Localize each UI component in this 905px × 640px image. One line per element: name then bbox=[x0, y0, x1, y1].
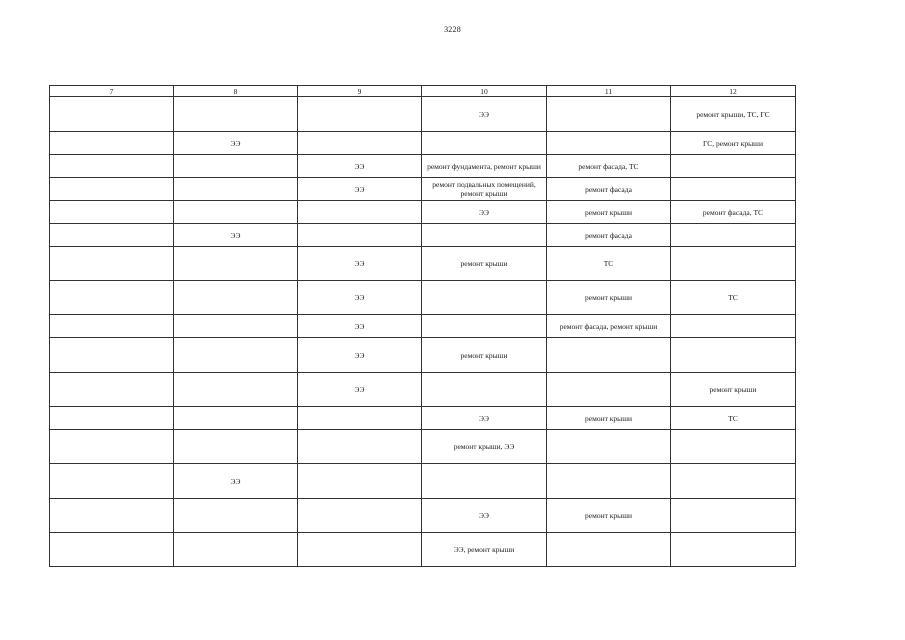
table-cell: ремонт крыши bbox=[547, 499, 671, 533]
table-row bbox=[50, 338, 796, 373]
table-cell bbox=[174, 155, 298, 178]
table-cell: ТС bbox=[671, 281, 796, 315]
table-cell bbox=[174, 499, 298, 533]
table-cell: ЭЭ bbox=[422, 407, 547, 430]
table-cell bbox=[547, 464, 671, 499]
table-cell: ремонт крыши bbox=[547, 407, 671, 430]
table-cell: ГС, ремонт крыши bbox=[671, 132, 796, 155]
table-cell bbox=[174, 201, 298, 224]
table-cell bbox=[671, 224, 796, 247]
table-cell: ЭЭ bbox=[174, 132, 298, 155]
table-cell bbox=[671, 315, 796, 338]
table-cell bbox=[298, 407, 422, 430]
table-cell bbox=[50, 533, 174, 567]
table-cell: ЭЭ bbox=[298, 373, 422, 407]
table-row bbox=[50, 201, 796, 224]
table-cell bbox=[50, 281, 174, 315]
table-cell: ЭЭ bbox=[298, 281, 422, 315]
column-header: 11 bbox=[547, 86, 671, 97]
table-cell: ЭЭ bbox=[298, 178, 422, 201]
table-cell bbox=[174, 373, 298, 407]
table-cell: ЭЭ, ремонт крыши bbox=[422, 533, 547, 567]
table-cell bbox=[174, 338, 298, 373]
table-row bbox=[50, 373, 796, 407]
table-cell: ремонт фасада, ТС bbox=[671, 201, 796, 224]
table-cell bbox=[174, 247, 298, 281]
table-cell bbox=[422, 224, 547, 247]
table-cell: ремонт фасада bbox=[547, 178, 671, 201]
table-cell bbox=[671, 533, 796, 567]
table-cell bbox=[298, 464, 422, 499]
table-cell bbox=[50, 430, 174, 464]
table-cell bbox=[547, 338, 671, 373]
table-cell: ремонт крыши, ЭЭ bbox=[422, 430, 547, 464]
table-cell bbox=[50, 373, 174, 407]
table-row bbox=[50, 533, 796, 567]
page-number: 3228 bbox=[444, 25, 461, 34]
table-cell bbox=[174, 178, 298, 201]
table-row bbox=[50, 315, 796, 338]
table-cell: ремонт фасада, ремонт крыши bbox=[547, 315, 671, 338]
table-cell bbox=[50, 155, 174, 178]
table-cell bbox=[174, 97, 298, 132]
table-cell: ремонт крыши bbox=[547, 201, 671, 224]
table-cell bbox=[50, 464, 174, 499]
table-cell bbox=[547, 430, 671, 464]
table-cell bbox=[671, 247, 796, 281]
data-table bbox=[49, 85, 796, 567]
table-cell bbox=[298, 430, 422, 464]
table-cell bbox=[50, 201, 174, 224]
table-cell bbox=[174, 430, 298, 464]
table-cell bbox=[422, 315, 547, 338]
table-cell bbox=[174, 533, 298, 567]
table-cell: ЭЭ bbox=[298, 247, 422, 281]
table-row bbox=[50, 155, 796, 178]
table-cell: ремонт крыши bbox=[422, 247, 547, 281]
table-row bbox=[50, 281, 796, 315]
table-cell bbox=[174, 315, 298, 338]
table-cell bbox=[50, 407, 174, 430]
column-header: 9 bbox=[298, 86, 422, 97]
table-cell bbox=[50, 247, 174, 281]
table-cell bbox=[50, 338, 174, 373]
table-cell: ремонт фасада, ТС bbox=[547, 155, 671, 178]
table-cell bbox=[174, 407, 298, 430]
table-cell bbox=[547, 373, 671, 407]
header-row bbox=[50, 86, 796, 97]
table-cell: ЭЭ bbox=[422, 499, 547, 533]
table-cell: ремонт подвальных помещений, ремонт крыши bbox=[422, 178, 547, 201]
table-cell bbox=[422, 132, 547, 155]
table-cell bbox=[50, 97, 174, 132]
table-cell bbox=[50, 499, 174, 533]
table-cell bbox=[298, 132, 422, 155]
table-row bbox=[50, 499, 796, 533]
table-cell: ЭЭ bbox=[298, 155, 422, 178]
column-header: 7 bbox=[50, 86, 174, 97]
table-cell bbox=[298, 97, 422, 132]
table-cell bbox=[298, 224, 422, 247]
table-cell bbox=[50, 178, 174, 201]
table-cell: ЭЭ bbox=[298, 315, 422, 338]
table-cell: ремонт фасада bbox=[547, 224, 671, 247]
table-cell bbox=[174, 281, 298, 315]
table-row bbox=[50, 430, 796, 464]
table-row bbox=[50, 97, 796, 132]
table-cell bbox=[50, 224, 174, 247]
table-row bbox=[50, 178, 796, 201]
table-cell bbox=[298, 201, 422, 224]
table-cell bbox=[547, 533, 671, 567]
table-cell bbox=[671, 155, 796, 178]
table-cell bbox=[422, 281, 547, 315]
column-header: 12 bbox=[671, 86, 796, 97]
table-cell bbox=[298, 499, 422, 533]
column-header: 10 bbox=[422, 86, 547, 97]
column-header: 8 bbox=[174, 86, 298, 97]
table-row bbox=[50, 464, 796, 499]
table-cell bbox=[671, 430, 796, 464]
table-cell: ремонт крыши bbox=[422, 338, 547, 373]
table-cell bbox=[422, 373, 547, 407]
table-row bbox=[50, 132, 796, 155]
table-cell: ЭЭ bbox=[174, 464, 298, 499]
table-cell bbox=[547, 132, 671, 155]
table-cell bbox=[50, 132, 174, 155]
table-cell bbox=[422, 464, 547, 499]
table-cell bbox=[671, 499, 796, 533]
table-cell: ремонт крыши, ТС, ГС bbox=[671, 97, 796, 132]
table-cell bbox=[671, 178, 796, 201]
table-cell bbox=[50, 315, 174, 338]
table-row bbox=[50, 224, 796, 247]
table-row bbox=[50, 407, 796, 430]
table-cell bbox=[671, 464, 796, 499]
table-cell: ЭЭ bbox=[422, 201, 547, 224]
table-cell: ремонт фундамента, ремонт крыши bbox=[422, 155, 547, 178]
table-cell: ЭЭ bbox=[298, 338, 422, 373]
table-row bbox=[50, 247, 796, 281]
table-cell: ТС bbox=[547, 247, 671, 281]
table-cell: ремонт крыши bbox=[547, 281, 671, 315]
table-cell bbox=[298, 533, 422, 567]
table-cell: ЭЭ bbox=[422, 97, 547, 132]
table-cell: ТС bbox=[671, 407, 796, 430]
table-cell bbox=[547, 97, 671, 132]
table-cell: ремонт крыши bbox=[671, 373, 796, 407]
table-cell: ЭЭ bbox=[174, 224, 298, 247]
table-cell bbox=[671, 338, 796, 373]
